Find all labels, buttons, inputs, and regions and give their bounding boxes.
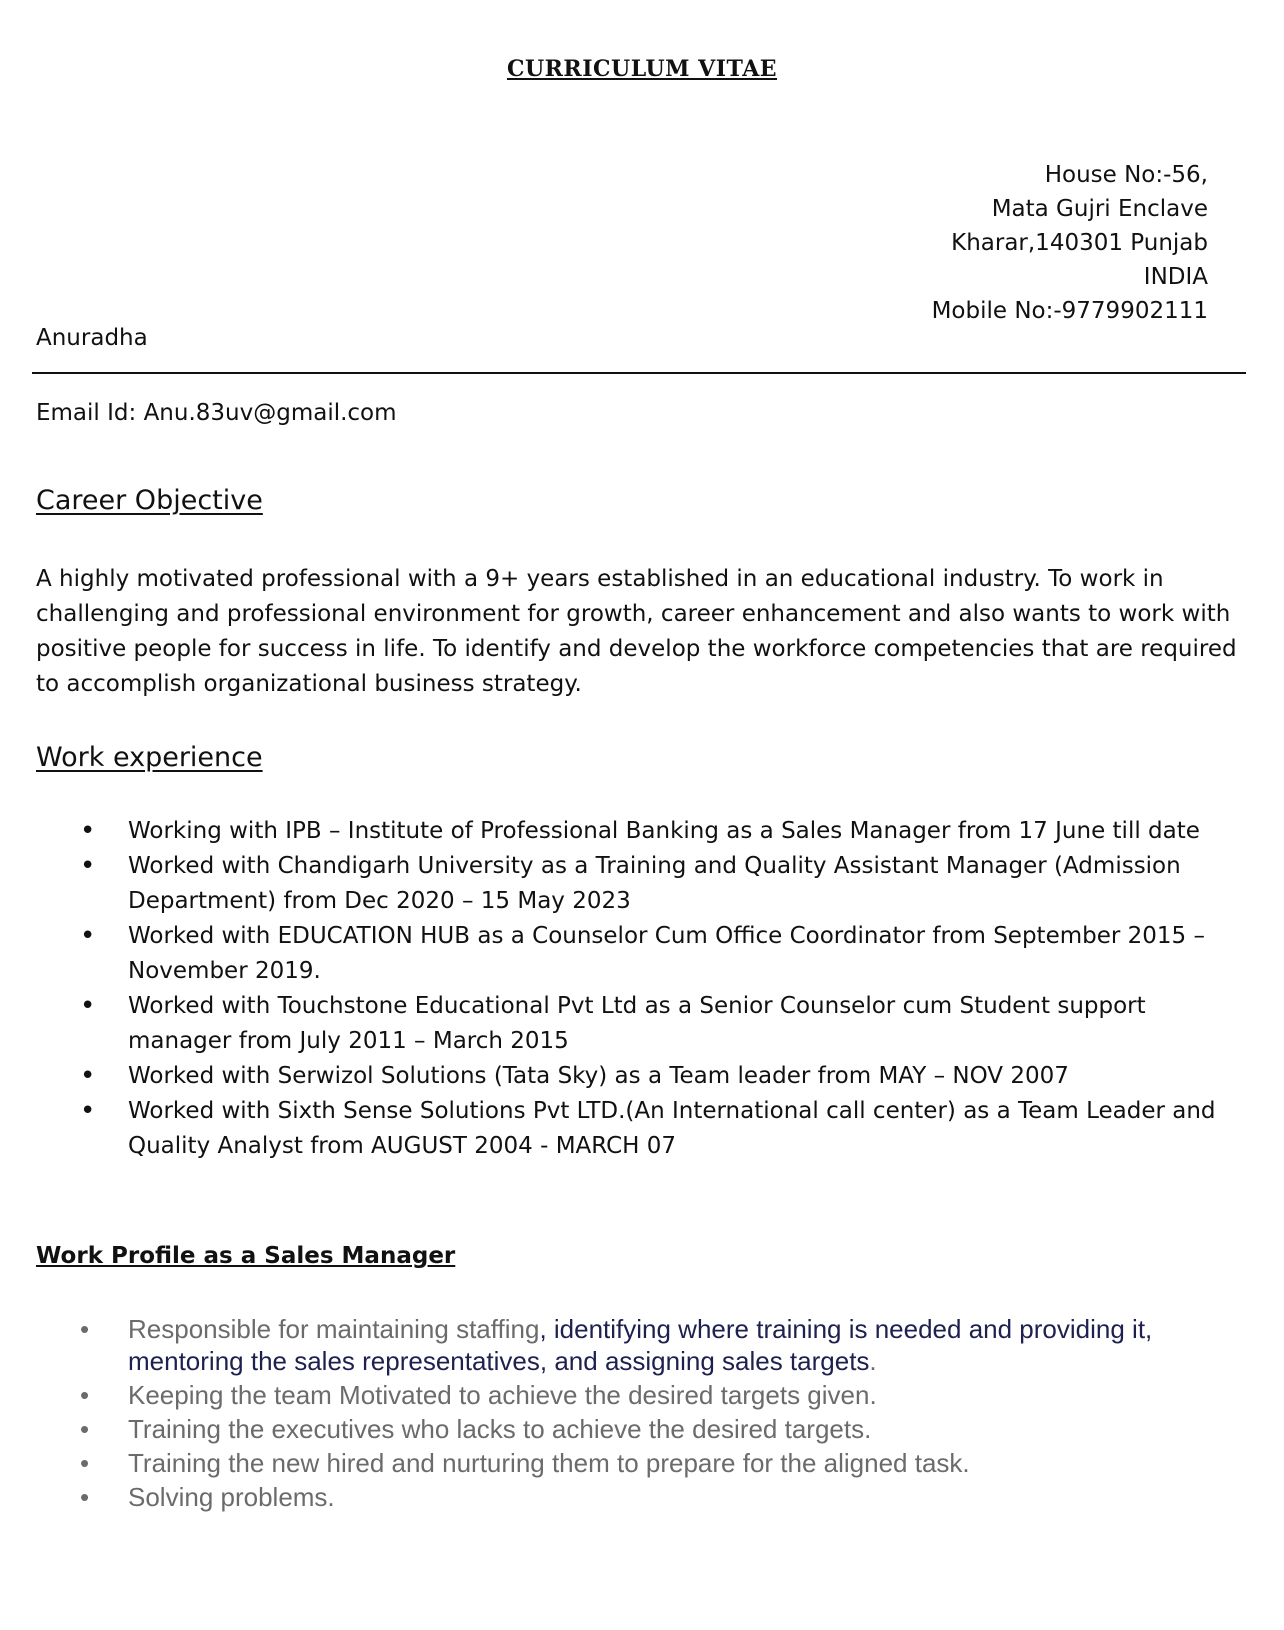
work-experience-heading: Work experience bbox=[36, 742, 263, 773]
career-objective-heading: Career Objective bbox=[36, 485, 263, 516]
address-line: Mata Gujri Enclave bbox=[991, 196, 1208, 222]
profile-item-text: . bbox=[869, 1346, 877, 1376]
address-block bbox=[932, 158, 1208, 328]
list-item: • Training the executives who lacks to achieve the desired targets. bbox=[36, 1413, 1256, 1445]
list-item bbox=[36, 1313, 1256, 1377]
candidate-name: Anuradha bbox=[36, 325, 148, 351]
address-line: House No:-56, bbox=[1044, 162, 1208, 188]
list-item: • Working with IPB – Institute of Professional Banking as a Sales Manager from 17 June till date bbox=[36, 814, 1256, 849]
mobile-number: Mobile No:-9779902111 bbox=[931, 298, 1208, 324]
list-item: • Worked with Serwizol Solutions (Tata Sky) as a Team leader from MAY – NOV 2007 bbox=[36, 1059, 1256, 1094]
work-profile-heading: Work Profile as a Sales Manager bbox=[36, 1243, 456, 1269]
address-line: Kharar,140301 Punjab bbox=[951, 230, 1208, 256]
career-objective-text: A highly motivated professional with a 9+ years established in an educational industry. To work in challenging and professional environment for growth, career enhancement and also wants to work with positive people for success in life. To identify and develop the workforce competencies that are required to accomplish organizational business strategy. bbox=[36, 566, 1237, 697]
profile-item-text: , identifying where training is needed and providing it, mentoring the sales representatives, and assigning sales targets bbox=[128, 1314, 1153, 1376]
email-line: Email Id: Anu.83uv@gmail.com bbox=[36, 400, 397, 426]
profile-item-text: Responsible for maintaining staffing bbox=[128, 1314, 540, 1344]
list-item: • Worked with EDUCATION HUB as a Counselor Cum Office Coordinator from September 2015 – November 2019. bbox=[36, 919, 1256, 989]
address-country: INDIA bbox=[1143, 264, 1208, 290]
list-item: • Solving problems. bbox=[36, 1481, 1256, 1513]
work-profile-list bbox=[36, 1313, 1256, 1515]
divider bbox=[32, 372, 1246, 374]
list-item: • Worked with Touchstone Educational Pvt Ltd as a Senior Counselor cum Student support manager from July 2011 – March 2015 bbox=[36, 989, 1256, 1059]
list-item: • Worked with Chandigarh University as a Training and Quality Assistant Manager (Admission Department) from Dec 2020 – 15 May 2023 bbox=[36, 849, 1256, 919]
document-title: CURRICULUM VITAE bbox=[506, 56, 778, 82]
work-experience-list bbox=[36, 814, 1256, 1164]
list-item: • Keeping the team Motivated to achieve the desired targets given. bbox=[36, 1379, 1256, 1411]
list-item: • Training the new hired and nurturing them to prepare for the aligned task. bbox=[36, 1447, 1256, 1479]
list-item: • Worked with Sixth Sense Solutions Pvt LTD.(An International call center) as a Team Leader and Quality Analyst from AUGUST 2004 - MARCH 07 bbox=[36, 1094, 1256, 1164]
